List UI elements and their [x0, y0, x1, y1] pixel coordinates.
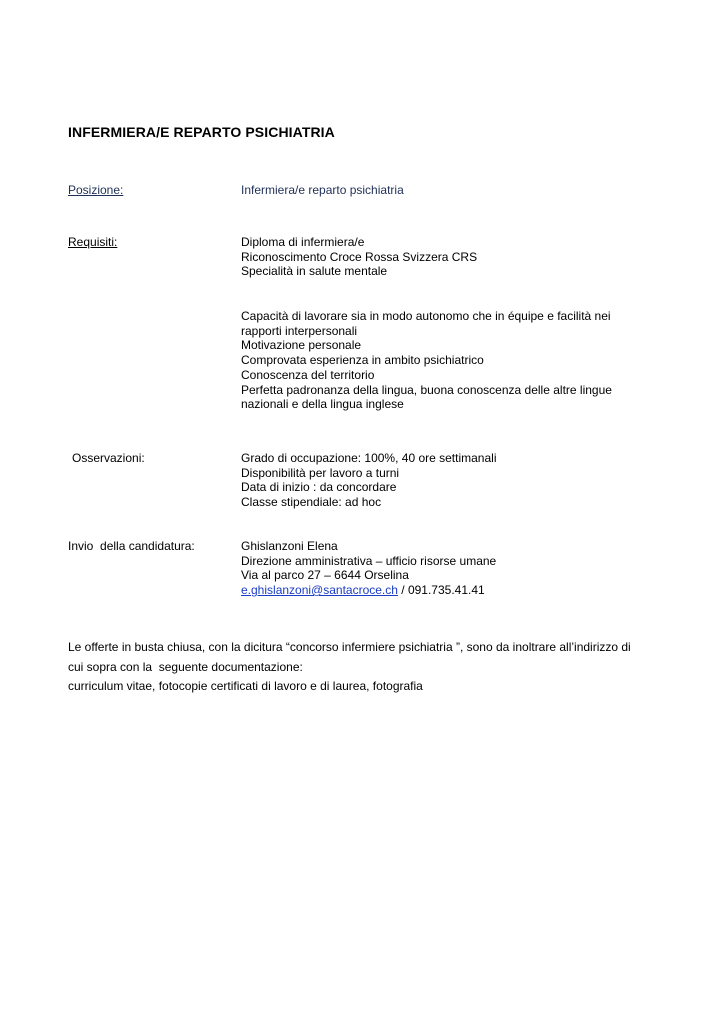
email-link[interactable]: e.ghislanzoni@santacroce.ch — [241, 583, 398, 598]
footer-line: cui sopra con la seguente documentazione: — [68, 659, 303, 674]
requisito-line: Perfetta padronanza della lingua, buona conoscenza delle altre lingue — [241, 382, 612, 397]
contact-email-phone — [241, 583, 496, 598]
requisito-line: Comprovata esperienza in ambito psichiatrico — [241, 353, 484, 368]
candidatura-block — [241, 539, 496, 598]
requisito-line: Capacità di lavorare sia in modo autonomo che in équipe e facilità nei — [241, 309, 611, 323]
osservazioni-block — [241, 451, 497, 510]
requisiti-group-1 — [241, 235, 477, 279]
phone-number: / 091.735.41.41 — [397, 583, 485, 598]
requisito-line: Motivazione personale — [241, 338, 362, 353]
requisito-line: rapporti interpersonali — [241, 323, 358, 338]
posizione-value — [241, 183, 404, 198]
footer-line: curriculum vitae, fotocopie certificati di lavoro e di laurea, fotografia — [68, 679, 423, 693]
osservazione-line: Data di inizio : da concordare — [241, 480, 397, 495]
osservazioni-label: Osservazioni: — [72, 451, 145, 465]
contact-address: Via al parco 27 – 6644 Orselina — [241, 568, 409, 583]
requisiti-group-2 — [241, 309, 612, 412]
page-title: INFERMIERA/E REPARTO PSICHIATRIA — [68, 124, 335, 140]
osservazione-line: Grado di occupazione: 100%, 40 ore settimanali — [241, 451, 497, 465]
candidatura-label: Invio della candidatura: — [68, 539, 195, 553]
requisito-line: Conoscenza del territorio — [241, 367, 375, 382]
requisito-line: Riconoscimento Croce Rossa Svizzera CRS — [241, 249, 478, 264]
requisiti-label: Requisiti: — [68, 235, 118, 249]
requisito-line: nazionali e della lingua inglese — [241, 397, 404, 412]
osservazione-line: Classe stipendiale: ad hoc — [241, 495, 382, 510]
footer-paragraph — [68, 638, 658, 697]
contact-department: Direzione amministrativa – ufficio risorse umane — [241, 553, 497, 568]
posizione-label: Posizione: — [68, 183, 124, 197]
requisito-line: Diploma di infermiera/e — [241, 235, 365, 249]
footer-line: Le offerte in busta chiusa, con la dicitura “concorso infermiere psichiatria ”, sono da inoltrare all’indirizzo di — [68, 640, 631, 654]
requisito-line: Specialità in salute mentale — [241, 264, 388, 279]
osservazione-line: Disponibilità per lavoro a turni — [241, 465, 400, 480]
contact-name: Ghislanzoni Elena — [241, 539, 338, 553]
posizione-text: Infermiera/e reparto psichiatria — [241, 183, 404, 197]
